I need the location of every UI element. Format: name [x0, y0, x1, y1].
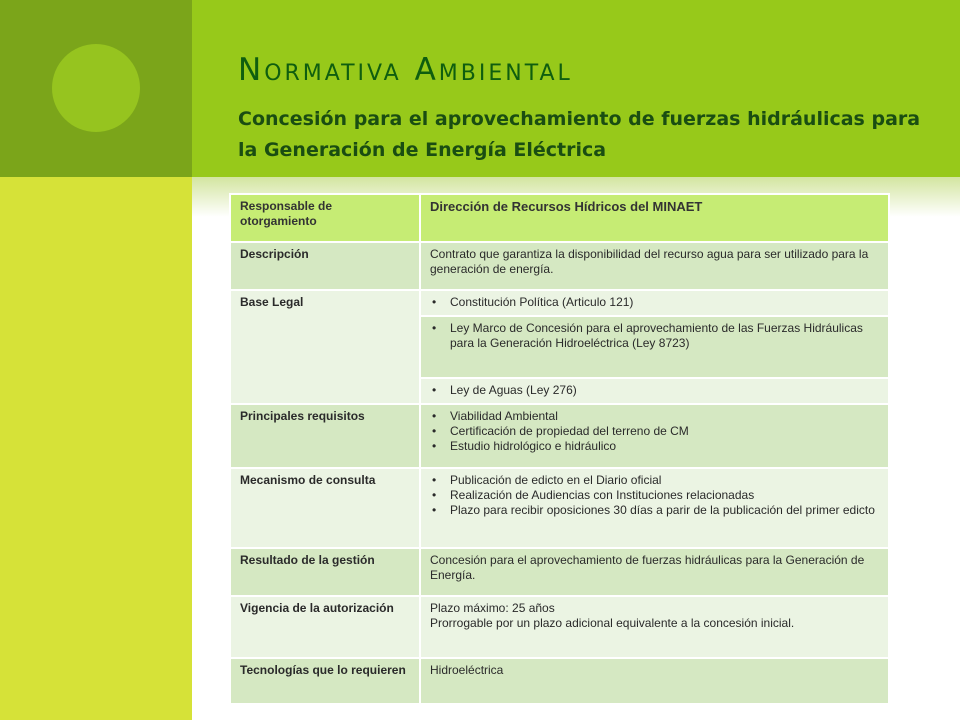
cell-consulta — [420, 468, 889, 548]
row-label-consulta: Mecanismo de consulta — [230, 468, 420, 548]
list-item: • Estudio hidrológico e hidráulico — [450, 439, 880, 454]
table-row-resultado — [230, 548, 889, 596]
row-label-requisitos: Principales requisitos — [230, 404, 420, 468]
cell-responsable: Dirección de Recursos Hídricos del MINAET — [420, 194, 889, 242]
table-row-descripcion — [230, 242, 889, 290]
cell-base-legal-1 — [420, 290, 889, 316]
list-item: • Viabilidad Ambiental — [450, 409, 880, 424]
row-label-tecnologias: Tecnologías que lo requieren — [230, 658, 420, 704]
cell-base-legal-3 — [420, 378, 889, 404]
decorative-circle — [52, 44, 140, 132]
cell-descripcion: Contrato que garantiza la disponibilidad del recurso agua para ser utilizado para la generación de energía. — [420, 242, 889, 290]
row-label-responsable: Responsable de otorgamiento — [230, 194, 420, 242]
table-header-row — [230, 194, 889, 242]
vigencia-line-2: Prorrogable por un plazo adicional equivalente a la concesión inicial. — [430, 616, 795, 630]
row-label-base-legal: Base Legal — [230, 290, 420, 404]
list-item: • Constitución Política (Articulo 121) — [450, 295, 880, 310]
list-item: • Ley de Aguas (Ley 276) — [450, 383, 880, 398]
list-item: • Certificación de propiedad del terreno de CM — [450, 424, 880, 439]
cell-requisitos — [420, 404, 889, 468]
table-row-base-legal-1 — [230, 290, 889, 316]
vigencia-line-1: Plazo máximo: 25 años — [430, 601, 555, 615]
table-row-tecnologias — [230, 658, 889, 704]
list-item: • Realización de Audiencias con Instituciones relacionadas — [450, 488, 880, 503]
row-label-descripcion: Descripción — [230, 242, 420, 290]
slide-title: Normativa Ambiental — [238, 52, 573, 88]
list-item: • Plazo para recibir oposiciones 30 días a parir de la publicación del primer edicto — [450, 503, 880, 518]
slide-subtitle: Concesión para el aprovechamiento de fuerzas hidráulicas para la Generación de Energía Eléctrica — [238, 108, 921, 161]
cell-vigencia — [420, 596, 889, 658]
list-item: • Publicación de edicto en el Diario oficial — [450, 473, 880, 488]
row-label-resultado: Resultado de la gestión — [230, 548, 420, 596]
table-row-requisitos — [230, 404, 889, 468]
table-row-consulta — [230, 468, 889, 548]
row-label-vigencia: Vigencia de la autorización — [230, 596, 420, 658]
cell-base-legal-2 — [420, 316, 889, 378]
table-row-vigencia — [230, 596, 889, 658]
permit-table — [229, 193, 890, 705]
cell-tecnologias: Hidroeléctrica — [420, 658, 889, 704]
list-item: • Ley Marco de Concesión para el aprovechamiento de las Fuerzas Hidráulicas para la Generación Hidroeléctrica (Ley 8723) — [450, 321, 880, 351]
cell-resultado: Concesión para el aprovechamiento de fuerzas hidráulicas para la Generación de Energía. — [420, 548, 889, 596]
left-bottom-panel — [0, 177, 192, 720]
